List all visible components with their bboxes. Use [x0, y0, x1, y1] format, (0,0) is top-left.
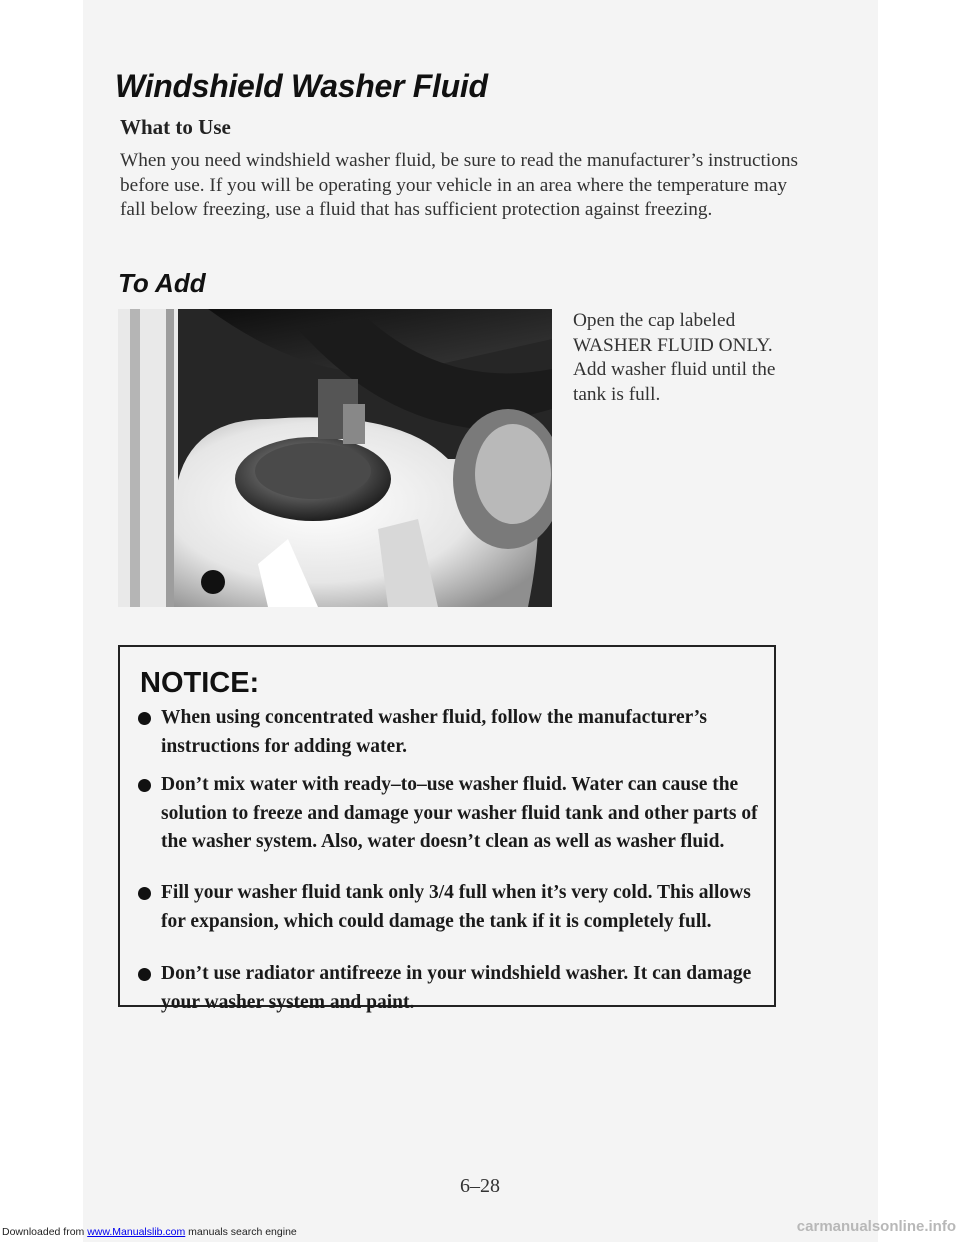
intro-paragraph: When you need windshield washer fluid, be sure to read the manufacturer’s instructions before use. If you will be operating your vehicle in an area where the temperature may fall below freezing, use a fluid that has sufficient protection against freezing. — [120, 150, 799, 220]
page-number: 6–28 — [460, 1175, 500, 1197]
notice-box — [118, 645, 776, 1013]
to-add-instructions: Open the cap labeled WASHER FLUID ONLY. Add washer fluid until the tank is full. — [573, 310, 776, 405]
page-title: Windshield Washer Fluid — [115, 68, 488, 104]
footer-prefix: Downloaded from — [2, 1226, 88, 1238]
notice-item-text: Don’t use radiator antifreeze in your windshield washer. It can damage your washer system and paint. — [161, 963, 752, 1013]
right-margin — [878, 0, 960, 1242]
washer-reservoir-photo — [118, 309, 552, 607]
footer-suffix: manuals search engine — [185, 1226, 297, 1238]
download-footer — [2, 1226, 297, 1238]
left-margin — [0, 0, 83, 1242]
notice-item-text: Don’t mix water with ready–to–use washer fluid. Water can cause the solution to freeze and damage your washer fluid tank and other parts of the washer system. Also, water doesn’t clean as well as washer fluid. — [161, 774, 758, 852]
bullet-icon — [138, 968, 151, 981]
watermark-text: carmanualsonline.info — [796, 1218, 956, 1235]
manualslib-link[interactable]: www.Manualslib.com — [87, 1226, 186, 1238]
bullet-icon — [138, 887, 151, 900]
bullet-icon — [138, 712, 151, 725]
notice-heading: NOTICE: — [140, 667, 260, 699]
subhead-what-to-use: What to Use — [120, 115, 231, 139]
section-title-to-add: To Add — [118, 268, 206, 298]
notice-item-text: When using concentrated washer fluid, follow the manufacturer’s instructions for adding water. — [161, 707, 707, 757]
notice-item-text: Fill your washer fluid tank only 3/4 full when it’s very cold. This allows for expansion, which could damage the tank if it is completely full. — [161, 882, 751, 932]
bullet-icon — [138, 779, 151, 792]
